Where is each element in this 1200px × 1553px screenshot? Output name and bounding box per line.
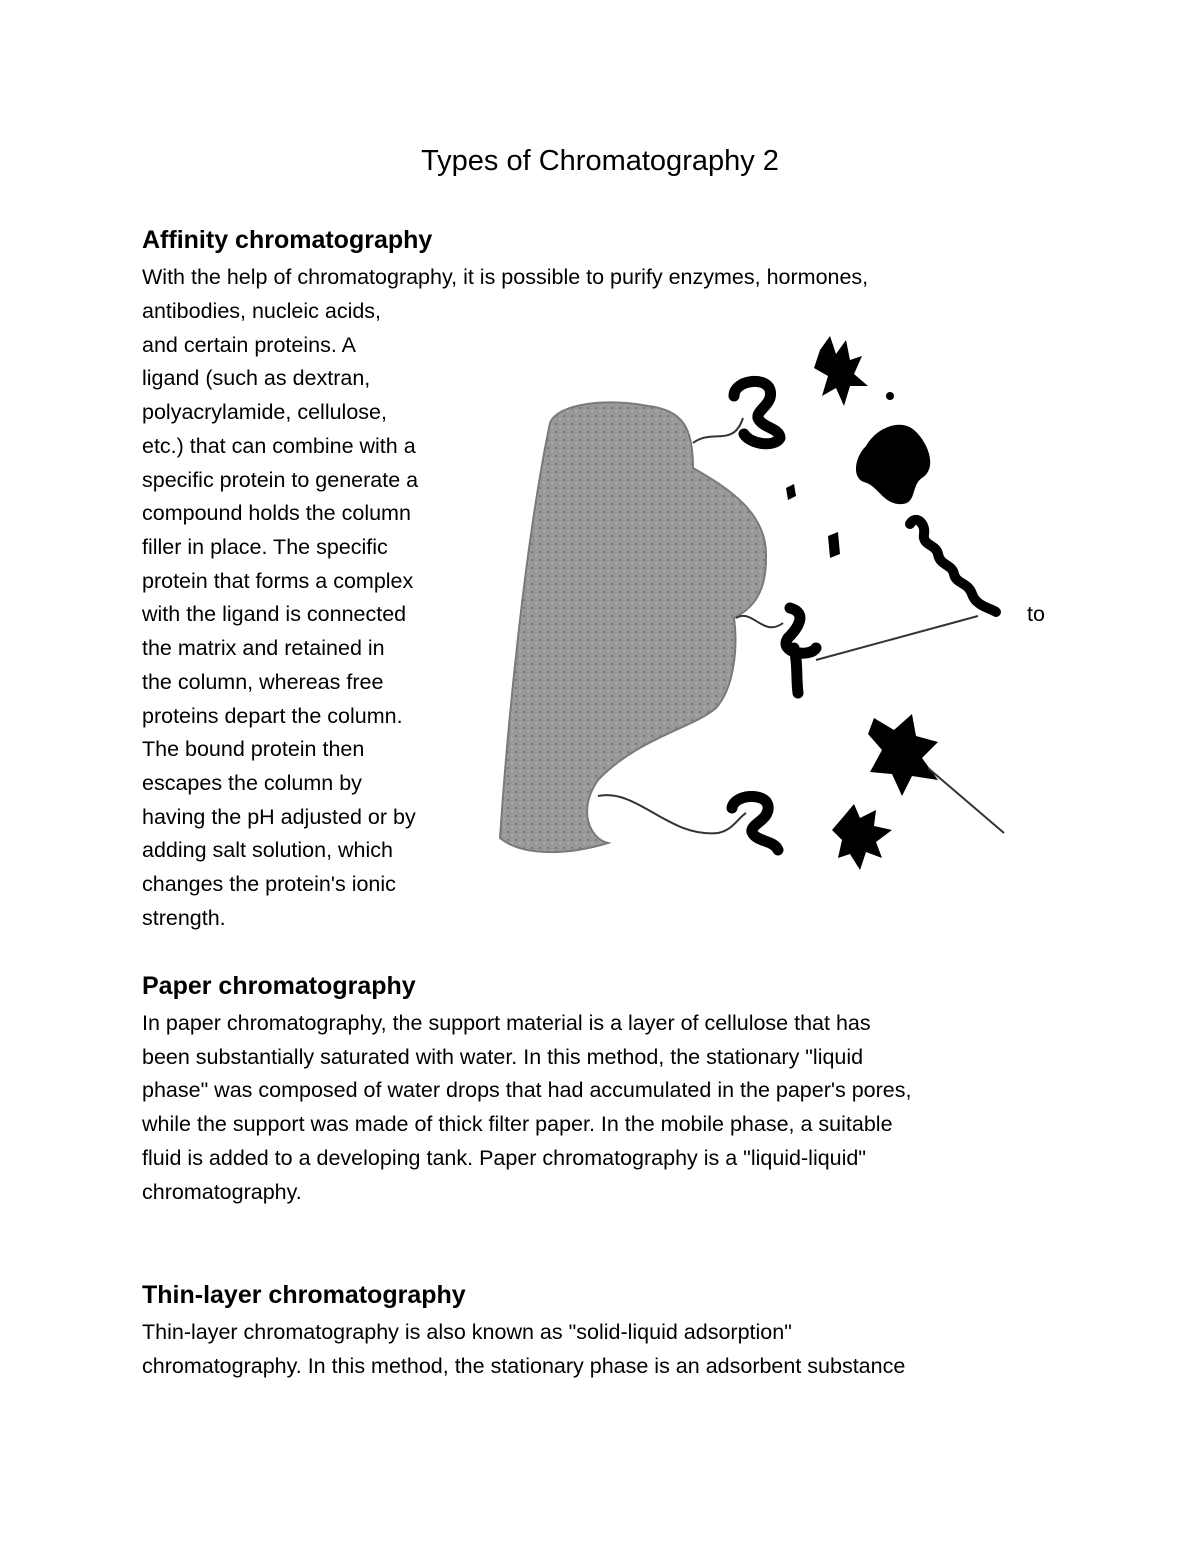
tether-lower-right (928, 768, 1004, 833)
matrix-blob (500, 402, 766, 852)
affinity-line: filler in place. The specific (142, 535, 388, 559)
affinity-line: the matrix and retained in (142, 636, 385, 660)
paper-line: phase" was composed of water drops that had accumulated in the paper's pores, (142, 1078, 912, 1102)
protein-middle (786, 608, 816, 693)
thin-layer-line: chromatography. In this method, the stationary phase is an adsorbent substance (142, 1354, 906, 1378)
thin-layer-line: Thin-layer chromatography is also known as "solid-liquid adsorption" (142, 1320, 792, 1344)
affinity-matrix-ligand-illustration-icon (498, 318, 1008, 883)
affinity-line: antibodies, nucleic acids, (142, 299, 382, 323)
page-title: Types of Chromatography 2 (421, 145, 779, 177)
ligand-tether-bottom (598, 795, 746, 833)
affinity-line: strength. (142, 906, 226, 930)
paper-line: while the support was made of thick filter paper. In the mobile phase, a suitable (142, 1112, 893, 1136)
paper-line: been substantially saturated with water. In this method, the stationary "liquid (142, 1045, 864, 1069)
free-protein-blob-right (856, 425, 930, 504)
affinity-first-line: With the help of chromatography, it is possible to purify enzymes, hormones, (142, 265, 869, 289)
affinity-line: changes the protein's ionic (142, 872, 396, 896)
ligand-tether-middle (736, 616, 783, 627)
affinity-line: the column, whereas free (142, 670, 384, 694)
heading-thin-layer: Thin-layer chromatography (142, 1281, 466, 1309)
free-protein-small-2 (828, 532, 840, 558)
free-protein-star-top (814, 336, 868, 406)
paper-line: fluid is added to a developing tank. Paper chromatography is a "liquid-liquid" (142, 1146, 867, 1170)
tether-middle-long (816, 616, 978, 660)
affinity-line: having the pH adjusted or by (142, 805, 416, 829)
affinity-line: escapes the column by (142, 771, 362, 795)
paper-line: chromatography. (142, 1180, 302, 1204)
affinity-line: polyacrylamide, cellulose, (142, 400, 387, 424)
affinity-line: etc.) that can combine with a (142, 434, 416, 458)
affinity-line: protein that forms a complex (142, 569, 414, 593)
free-protein-star-bottom (832, 804, 892, 870)
ligand-tether-top (693, 418, 743, 443)
free-protein-chain (910, 520, 996, 612)
free-protein-star-lower (868, 714, 938, 796)
affinity-line: ligand (such as dextran, (142, 366, 371, 390)
protein-bottom (732, 796, 778, 850)
affinity-line: with the ligand is connected (142, 602, 407, 626)
paper-line: In paper chromatography, the support material is a layer of cellulose that has (142, 1011, 871, 1035)
affinity-illustration (498, 318, 1008, 883)
affinity-line: and certain proteins. A (142, 333, 356, 357)
affinity-line: compound holds the column (142, 501, 411, 525)
heading-paper: Paper chromatography (142, 972, 416, 1000)
affinity-trailing-word: to (1027, 602, 1045, 626)
affinity-line: The bound protein then (142, 737, 365, 761)
heading-affinity: Affinity chromatography (142, 226, 433, 254)
affinity-line: specific protein to generate a (142, 468, 419, 492)
free-dot-1 (886, 392, 894, 400)
affinity-line: proteins depart the column. (142, 704, 403, 728)
protein-top (734, 381, 780, 443)
free-protein-small-left (786, 484, 796, 500)
affinity-line: adding salt solution, which (142, 838, 393, 862)
